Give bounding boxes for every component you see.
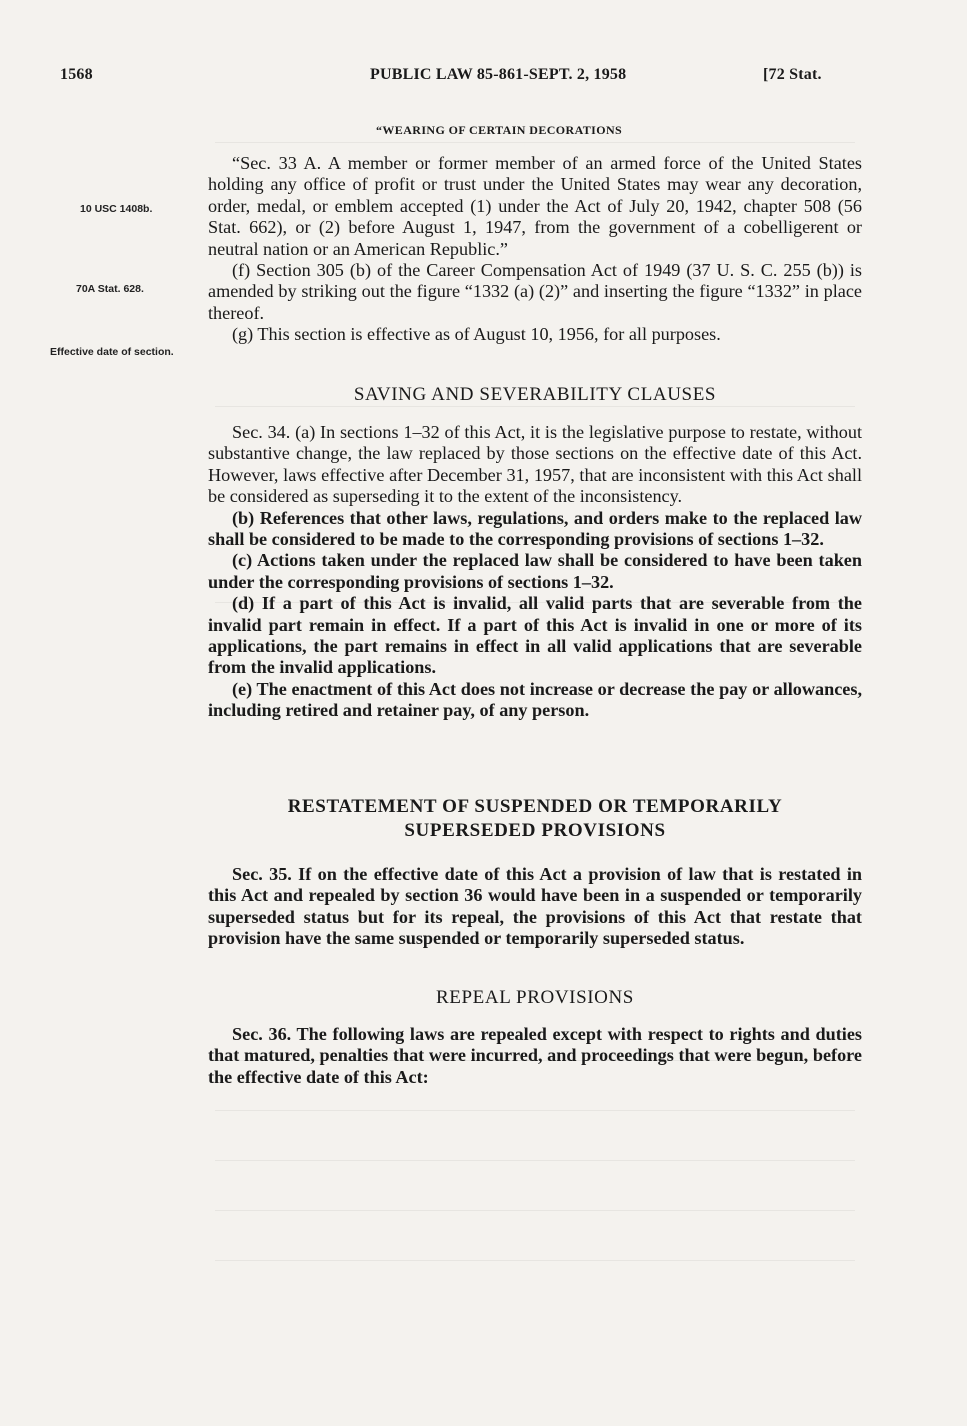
paragraph-g: (g) This section is effective as of August 10, 1956, for all purposes.: [232, 324, 721, 345]
section-36-block: [208, 1024, 862, 1088]
bleed-through-line: [215, 1260, 855, 1261]
section-35-paragraph: Sec. 35. If on the effective date of this Act a provision of law that is restated in this Act and repealed by section 36 would have been in a suspended or temporarily superseded status but for its repeal, the provisions of this Act that restate that provision have the same suspended or temporarily superseded status.: [208, 864, 862, 949]
bleed-through-line: [215, 1160, 855, 1161]
bleed-through-line: [215, 406, 855, 407]
section-34-paragraph-a: Sec. 34. (a) In sections 1–32 of this Act, it is the legislative purpose to restate, without substantive change, the law replaced by those sections on the effective date of this Act. However, laws effective after December 31, 1957, that are inconsistent with this Act shall be considered as superseding it to the extent of the inconsistency.: [208, 422, 862, 507]
section-34-paragraph-d: (d) If a part of this Act is invalid, all valid parts that are severable from the invalid part remain in effect. If a part of this Act is invalid in one or more of its applications, the part remains in effect in all valid applications that are severable from the invalid applications.: [208, 593, 862, 678]
statute-reference: [72 Stat.: [763, 66, 822, 83]
section-35-block: [208, 864, 862, 950]
paragraph-f: (f) Section 305 (b) of the Career Compensation Act of 1949 (37 U. S. C. 255 (b)) is amended by striking out the figure “1332 (a) (2)” and inserting the figure “1332” in place thereof.: [208, 260, 862, 323]
section-33-block: [208, 153, 862, 346]
section-34-paragraph-b: (b) References that other laws, regulations, and orders make to the replaced law shall be considered to be made to the corresponding provisions of sections 1–32.: [208, 507, 862, 550]
section-heading-decorations: “WEARING OF CERTAIN DECORATIONS: [376, 123, 623, 137]
margin-note-10-usc: 10 USC 1408b.: [80, 203, 153, 215]
section-34-block: [208, 422, 862, 722]
heading-restatement-line-2: SUPERSEDED PROVISIONS: [404, 820, 666, 841]
section-34-paragraph-e: (e) The enactment of this Act does not increase or decrease the pay or allowances, including retired and retainer pay, of any person.: [208, 678, 862, 721]
heading-repeal-provisions: REPEAL PROVISIONS: [436, 987, 634, 1008]
section-34-paragraph-c: (c) Actions taken under the replaced law shall be considered to have been taken under the corresponding provisions of sections 1–32.: [208, 550, 862, 592]
bleed-through-line: [215, 142, 855, 143]
heading-restatement-line-1: RESTATEMENT OF SUSPENDED OR TEMPORARILY: [287, 796, 783, 817]
running-title: PUBLIC LAW 85-861-SEPT. 2, 1958: [370, 66, 627, 83]
page-number: 1568: [60, 66, 93, 83]
bleed-through-line: [215, 1110, 855, 1111]
section-33-paragraph: “Sec. 33 A. A member or former member of an armed force of the United States holding any office of profit or trust under the United States may wear any decoration, order, medal, or emblem accepted (1) under the Act of July 20, 1942, chapter 508 (56 Stat. 662), or (2) before August 1, 1947, from the government of a cobelligerent or neutral nation or an American Republic.”: [208, 153, 862, 259]
section-36-paragraph: Sec. 36. The following laws are repealed except with respect to rights and duties that matured, penalties that were incurred, and proceedings that were begun, before the effective date of this Act:: [208, 1024, 862, 1087]
heading-saving-severability: SAVING AND SEVERABILITY CLAUSES: [353, 384, 717, 405]
margin-note-70a-stat: 70A Stat. 628.: [76, 283, 144, 295]
margin-note-effective-date: Effective date of section.: [50, 346, 174, 358]
bleed-through-line: [215, 1210, 855, 1211]
